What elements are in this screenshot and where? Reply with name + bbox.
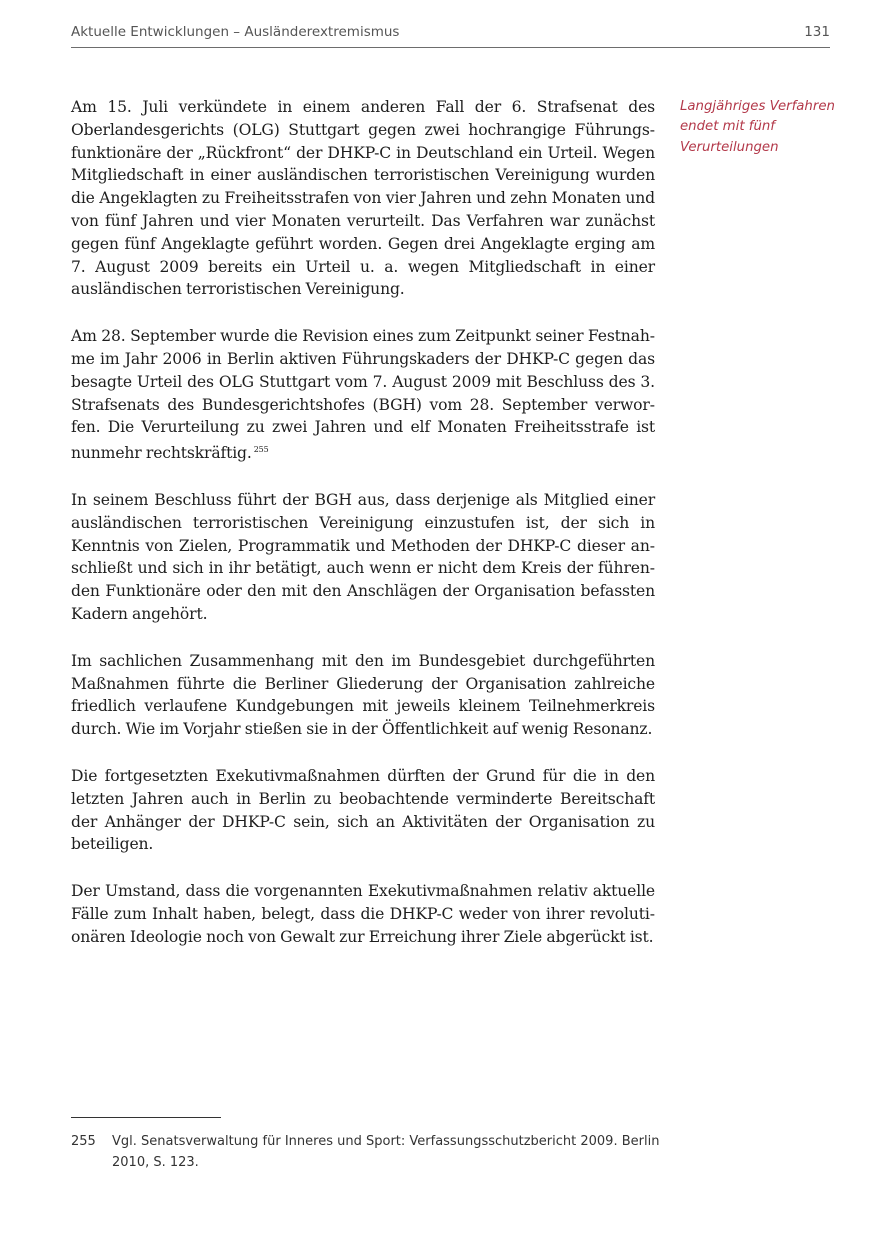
margin-note: Langjähriges Verfahren endet mit fünf Verurteilungen [680,99,835,155]
footnote [71,1132,661,1173]
footnote-number: 255 [71,1134,96,1149]
paragraph-6: Der Umstand, dass die vorgenannten Exekutivmaßnahmen relativ aktuelle Fälle zum Inhalt haben, belegt, dass die DHKP-C weder von ihrer revolutionären Ideologie noch von Gewalt zur Erreichung ihrer Ziele abgerückt ist. [71,882,655,946]
footnote-reference[interactable]: 255 [253,445,269,455]
paragraph-2-text: Am 28. September wurde die Revision eines zum Zeitpunkt seiner Festnahme im Jahr 2006 in Berlin aktiven Führungskaders der DHKP-C gegen das besagte Urteil des OLG Stuttgart vom 7. August 2009 mit Beschluss des 3. Strafsenats des Bundesgerichtshofes (BGH) vom 28. September verworfen. Die Verurteilung zu zwei Jahren und elf Monaten Freiheitsstrafe ist nunmehr rechtskräftig. [71,327,655,463]
paragraph-3: In seinem Beschluss führt der BGH aus, dass derjenige als Mitglied einer ausländischen terroristischen Vereinigung einzustufen ist, der sich in Kenntnis von Zielen, Programmatik und Methoden der DHKP-C dieser anschließt und sich in ihr betätigt, auch wenn er nicht dem Kreis der führenden Funktionäre oder den mit den Anschlägen der Organisation befassten Kadern angehört. [71,490,655,623]
footnote-text: Vgl. Senatsverwaltung für Inneres und Sport: Verfassungsschutzbericht 2009. Berlin 2010, S. 123. [112,1134,660,1170]
page-number: 131 [804,24,830,40]
paragraph-1: Am 15. Juli verkündete in einem anderen Fall der 6. Strafsenat des Oberlandesgerichts (OLG) Stuttgart gegen zwei hochrangige Führungsfunktionäre der „Rückfront“ der DHKP-C in Deutschland ein Urteil. Wegen Mitgliedschaft in einer ausländischen terroristischen Vereinigung wurden die Angeklagten zu Freiheitsstrafen von vier Jahren und zehn Monaten und von fünf Jahren und vier Monaten verurteilt. Das Verfahren war zunächst gegen fünf Angeklagte geführt worden. Gegen drei Angeklagte erging am 7. August 2009 bereits ein Urteil u. a. wegen Mitgliedschaft in einer ausländischen terroristischen Vereinigung. [71,98,655,299]
paragraph-4: Im sachlichen Zusammenhang mit den im Bundesgebiet durchgeführten Maßnahmen führte die Berliner Gliederung der Organisation zahlreiche friedlich verlaufene Kundgebungen mit jeweils kleinem Teilnehmerkreis durch. Wie im Vorjahr stießen sie in der Öffentlichkeit auf wenig Resonanz. [71,651,655,739]
main-text [71,96,655,973]
paragraph-2 [71,325,655,465]
running-title: Aktuelle Entwicklungen – Ausländerextremismus [71,24,400,40]
running-header [71,22,830,48]
paragraph-5: Die fortgesetzten Exekutivmaßnahmen dürften der Grund für die in den letzten Jahren auch in Berlin zu beobachtende verminderte Bereitschaft der Anhänger der DHKP-C sein, sich an Aktivitäten der Organisation zu beteiligen. [71,766,655,854]
footnote-divider [71,1117,221,1118]
